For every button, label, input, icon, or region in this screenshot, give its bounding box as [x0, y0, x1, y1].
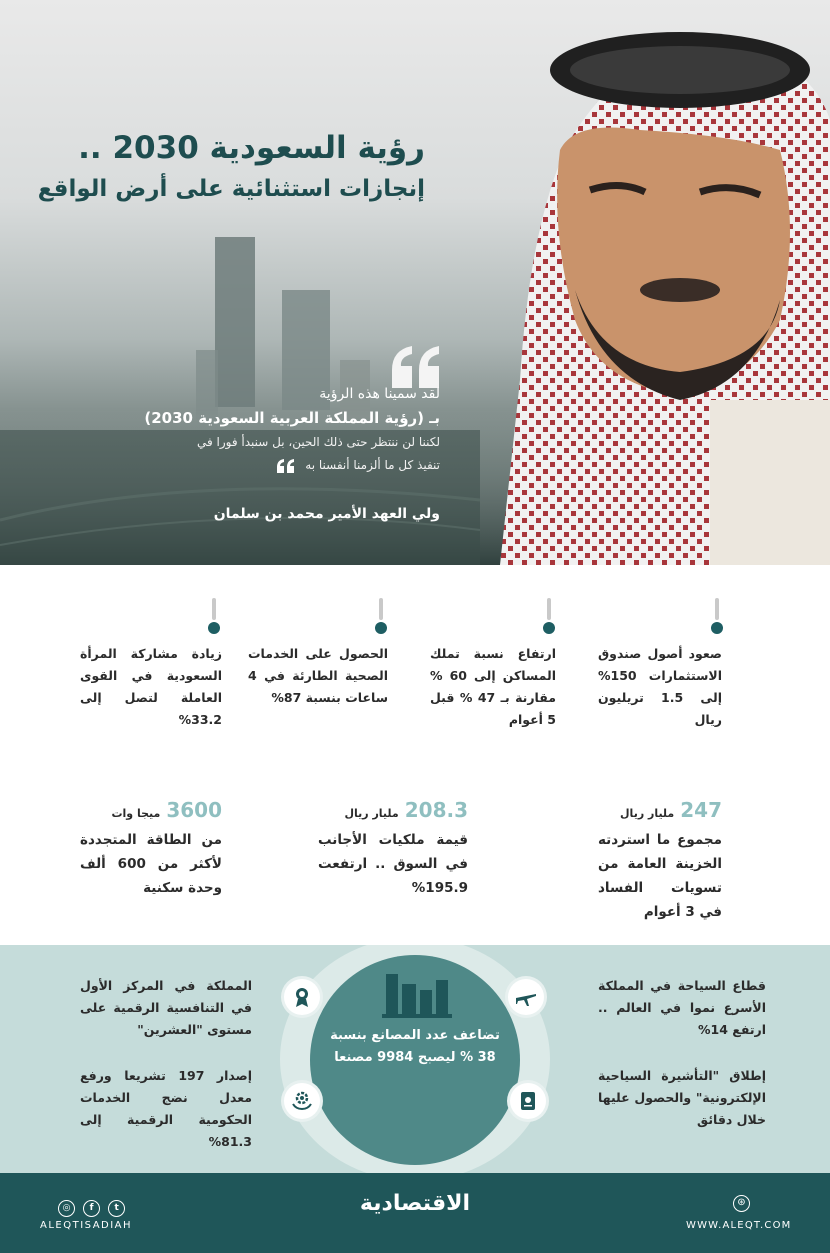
factories-stat: تضاعف عدد المصانع بنسبة 38 % ليصبح 9984 مصنعا	[330, 1028, 500, 1065]
stat-text-2: ارتفاع نسبة تملك المساكن إلى 60 % مقارنة بـ 47 % قبل 5 أعوام	[430, 646, 556, 727]
hero-title: رؤية السعودية 2030 ..	[78, 130, 425, 166]
gear-hands-icon-badge	[284, 1083, 320, 1119]
achievements-band	[0, 945, 830, 1173]
plane-icon	[514, 985, 538, 1009]
stat-text-4: زيادة مشاركة المرأة السعودية في القوى العاملة لتصل إلى 33.2%	[80, 646, 222, 727]
quote-line-1: لقد سمينا هذه الرؤية	[319, 386, 440, 402]
big-stat-2-unit: مليار ريال	[344, 807, 399, 820]
big-stat-3-unit: ميجا وات	[111, 807, 161, 820]
tourism-growth-text: قطاع السياحة في المملكة الأسرع نموا في العالم .. ارتفع 14%	[598, 978, 766, 1037]
tourist-visa-text: إطلاق "التأشيرة السياحية الإلكترونية" والحصول عليها خلال دقائق	[598, 1068, 766, 1127]
award-icon-badge	[284, 979, 320, 1015]
digital-competitiveness-text: المملكة في المركز الأول في التنافسية الرقمية على مستوى "العشرين"	[80, 978, 252, 1037]
legislation-text: إصدار 197 تشريعا ورفع معدل نضج الخدمات الحكومية الرقمية إلى 81.3%	[80, 1068, 252, 1149]
stat-card-4	[80, 643, 222, 731]
big-stat-3-number: 3600	[166, 798, 222, 822]
stat-text-1: صعود أصول صندوق الاستثمارات 150% إلى 1.5 تريليون ريال	[598, 646, 722, 727]
gear-hands-icon	[290, 1089, 314, 1113]
social-links	[58, 1195, 128, 1213]
quote-line-4-wrapper	[60, 454, 440, 477]
footer	[0, 1173, 830, 1253]
crown-prince-portrait	[480, 0, 830, 565]
big-stat-3-text: من الطاقة المتجددة لأكثر من 600 ألف وحدة سكنية	[80, 832, 222, 896]
quote-close-icon	[275, 458, 297, 474]
big-stat-1-text: مجموع ما استردته الخزينة العامة من تسويات الفساد في 3 أعوام	[598, 832, 722, 920]
social-handle: ALEQTISADIAH	[40, 1220, 133, 1231]
quote-attribution: ولي العهد الأمير محمد بن سلمان	[213, 506, 440, 522]
quote-line-4: تنفيذ كل ما ألزمنا أنفسنا به	[305, 458, 440, 472]
big-stat-1	[598, 798, 722, 924]
instagram-icon[interactable]: ◎	[58, 1200, 75, 1217]
award-icon	[290, 985, 314, 1009]
quote-line-3: لكننا لن ننتظر حتى ذلك الحين، بل سنبدأ فورا في	[196, 435, 440, 449]
quote-text	[60, 383, 440, 477]
hero-section	[0, 0, 830, 565]
big-stat-2-text: قيمة ملكيات الأجانب في السوق .. ارتفعت 195.9%	[318, 832, 468, 896]
website-link[interactable]: WWW.ALEQT.COM	[686, 1220, 792, 1231]
stat-text-3: الحصول على الخدمات الصحية الطارئة في 4 ساعات بنسبة 87%	[248, 646, 388, 705]
big-stat-1-unit: مليار ريال	[620, 807, 675, 820]
big-stat-3	[80, 798, 222, 900]
hero-subtitle: إنجازات استثنائية على أرض الواقع	[37, 176, 425, 202]
brand-logo: الاقتصادية	[359, 1191, 471, 1216]
facebook-icon[interactable]: f	[83, 1200, 100, 1217]
passport-icon-badge	[510, 1083, 546, 1119]
stat-card-3	[248, 643, 388, 709]
plane-icon-badge	[508, 979, 544, 1015]
big-stat-2	[318, 798, 468, 900]
stat-card-1	[598, 643, 722, 731]
big-stat-2-number: 208.3	[404, 798, 468, 822]
website-icon: ⊛	[733, 1195, 750, 1212]
stats-section	[0, 565, 830, 945]
quote-line-2: بـ (رؤية المملكة العربية السعودية 2030)	[144, 409, 440, 427]
stat-card-2	[430, 643, 556, 731]
factory-icon	[382, 970, 452, 1018]
big-stat-1-number: 247	[680, 798, 722, 822]
passport-icon	[516, 1089, 540, 1113]
twitter-icon[interactable]: t	[108, 1200, 125, 1217]
